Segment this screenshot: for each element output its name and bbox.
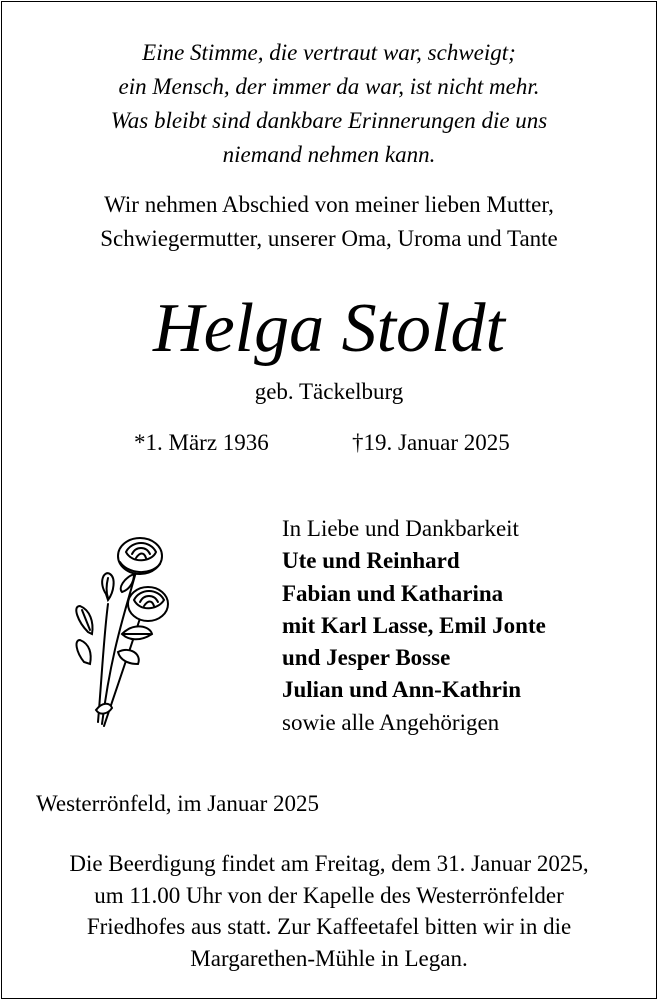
mourner-name: Julian und Ann-Kathrin [282, 677, 522, 703]
mourners-closing: sowie alle Angehörigen [282, 709, 500, 735]
mourner-name: und Jesper Bosse [282, 645, 451, 671]
place-and-date: Westerrönfeld, im Januar 2025 [36, 791, 320, 816]
mourner-name: mit Karl Lasse, Emil Jonte [282, 612, 546, 638]
poem-line: ein Mensch, der immer da war, ist nicht mehr. [118, 74, 540, 99]
funeral-details [2, 848, 656, 974]
mourner-name: Fabian und Katharina [282, 580, 504, 606]
memorial-poem [2, 36, 656, 172]
poem-line: niemand nehmen kann. [222, 142, 436, 167]
obituary-notice [1, 1, 657, 999]
mourners-opening: In Liebe und Dankbarkeit [282, 516, 519, 541]
intro-line: Schwiegermutter, unserer Oma, Uroma und Tante [100, 226, 558, 251]
funeral-line: Die Beerdigung findet am Freitag, dem 31. Januar 2025, [69, 851, 589, 876]
intro-line: Wir nehmen Abschied von meiner lieben Mutter, [104, 192, 554, 217]
birth-date: *1. März 1936 [134, 430, 269, 455]
mourner-name: Ute und Reinhard [282, 548, 460, 574]
funeral-line: Margarethen-Mühle in Legan. [190, 945, 468, 971]
rose-icon [68, 534, 174, 730]
poem-line: Eine Stimme, die vertraut war, schweigt; [142, 40, 516, 65]
farewell-intro [2, 188, 656, 256]
deceased-name: Helga Stoldt [153, 290, 505, 367]
funeral-line: Friedhofes aus statt. Zur Kaffeetafel bitten wir in die [86, 914, 572, 939]
funeral-line: um 11.00 Uhr von der Kapelle des Westerrönfelder [94, 882, 564, 908]
maiden-name: geb. Täckelburg [254, 379, 404, 404]
mourners-list [282, 513, 546, 739]
death-date: †19. Januar 2025 [352, 430, 510, 455]
poem-line: Was bleibt sind dankbare Erinnerungen die uns [110, 108, 548, 133]
